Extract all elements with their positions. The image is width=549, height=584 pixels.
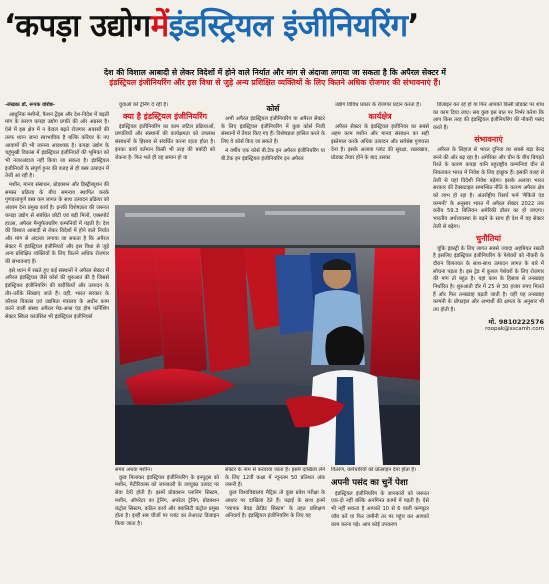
col3-subhead: कोर्स [266, 104, 280, 113]
column-3 [221, 102, 325, 204]
caption-mid [225, 467, 325, 580]
column-1 [5, 102, 109, 580]
col2-subhead: क्या है इंडस्ट्रियल इंजीनियरिंग [122, 111, 208, 121]
col2-paragraph: इंडस्ट्रियल इंजीनियरिंग का काम जटिल प्रक्रियाओं, प्रणालियों और संस्थानों की कार्यक्षमता को उपलब्ध संसाधनों के हिसाब से संवर्धित करना रहता होता है। इनका कार्य वर्तमान किसी भी तरह की बर्बादी को रोकना है- फिर भले ही वह समान हो या [115, 123, 215, 161]
col1-paragraph: इसे ध्यान में रखते हुए कई संस्थानों ने अपैरल सेक्टर में अपैरल इंडस्ट्रियल जैसे कोर्स की शुरुआत की है जिससे इंडस्ट्रियल इंजीनियरिंग की बारीकियों और उत्पादन के तौर-तरीके सिखाए जाते हैं। वहीं, भारत सरकार के कौशल विकास एवं उद्यमिता मंत्रालय के अधीन काम करने वाली संस्था अपैरल मेड-अप्स एंड होम फर्निशिंग सेक्टर स्किल काउंसिल भी इंडस्ट्रियल इंजीनियर्स [5, 267, 109, 320]
col1-paragraph: मशीन, मानव संसाधन, प्रोडक्शन और डिस्ट्रीब्यूशन की समस्त प्रक्रिया के बीच समन्वय स्थापित करके गुणवत्तापूर्ण वस्त्र कम लागत के साथ उत्पादन प्रक्रिया को अंजाम देना प्रमुख कार्य है। इनकी विशेषज्ञता की जरूरत कपड़ा उद्योग से संबंधित छोटी एवं बड़ी मिलों, एक्सपोर्ट हाउस, अपैरल मैन्युफैक्चरिंग कम्पनियों में पड़ती है। देश की विशाल आबादी से लेकर विदेशों में होने वाले निर्यात और मांग से अंदाजा लगाया जा सकता है कि अपैरल सेक्टर में इंडस्ट्रियल इंजीनियरों और इस विधा से जुड़े अन्य प्रशिक्षित व्यक्तियों के लिए कितने अधिक रोजगार की संभावनाएं हैं। [5, 182, 109, 266]
col3-paragraph: 4 वर्षीय एक कोर्स बी.टैक इन अपैरल इंजीनियरिंग या बी.टैक इन इंडस्ट्रियल इंजीनियरिंग इन अपैरल [221, 147, 325, 162]
column-2 [115, 102, 215, 204]
col5-paragraph: अपैरल के लिहाज से भारत दुनिया का सबसे बड़ा केन्द्र बनने की ओर बढ़ रहा है। अमेरिका और चीन के बीच बिगड़ते रिश्ते के कारण कपड़ा यानि बहुराष्ट्रीय कम्पनियां चीन से निकलकर भारत में निवेश के लिए इच्छुक हैं। इसकी वजह से तेजी से यहां विदेशी निवेश बढ़ेगा। इसके अलावा भारत सरकार की टैक्सटाइल सम्बन्धित नीति के कारण अपैरल क्षेत्र को लाभ हो रहा है। अंतर्राष्ट्रीय रिसर्च फर्म 'मैकिंजे एंड कम्पनी' के अनुसार भारत में अपैरल सेक्टर 2022 तक करीब 59.3 बिलियन अमेरिकी डॉलर का हो जाएगा। भारतीय अर्थव्यवस्था के बढ़ने के साथ ही देश में यह सेक्टर तेजी से बढ़ेगा। [433, 146, 544, 230]
caption-left-body: कुछ मिलाकर इंडस्ट्रियल इंजीनियरिंग के इनपुट्स को मशीन, मैटीरियल्स को जानकारी के उपयुक्त उत्पाद पर सेवा देनी होती है। इसमें प्रोडक्शन प्लानिंग सिस्टम, मशीन, ऑपरेटर का ट्रेनिंग, अपरेटर ट्रेनिंग, प्रोडक्शन कंट्रोल सिस्टम, कठिन कार्य और क्वालिटी कंट्रोल प्रमुख होता है। इन्हीं सब चीजों पर प्लांट का लेआउट डिजाइन किया जाता है। [115, 474, 219, 527]
headline-part-2: में [150, 8, 169, 44]
col2-top-text: युवाओं को ट्रेनिंग दे रही है। [119, 102, 169, 108]
headline-part-4: ’ [407, 8, 419, 44]
intro-line-2: इंडस्ट्रियल इंजीनियरिंग और इस विधा से जुड़े अन्य प्रशिक्षित व्यक्तियों के लिए कितने अधिक रोजगार की संभावनाएं हैं। [109, 77, 441, 87]
intro [8, 68, 542, 94]
col4-top-text: उद्योग विविध प्रकार के रोजगार प्रदान करता है। [335, 102, 421, 108]
col5-paragraph: डिजाइन कर रहे हों या फिर आपको किसी प्रोडक्ट पर शोध का काम दिया जाए। सब कुछ इस बात पर निर्भर करेगा कि आप किस तरह की इंडस्ट्रियल इंजीनियरिंग की नौकरी पसंद करते हैं। [433, 102, 544, 132]
byline: -लेखकः डॉ. रूपक वशिष्ठ- [5, 102, 55, 108]
caption-mid-line: सेक्टर के नाम से करवाया जाता है। इसमें दाखिला लेने के लिए 12वीं कक्षा में न्यूनतम 50 प्रतिशत अंक जरूरी हैं। [225, 467, 325, 489]
caption-right-body: इंडस्ट्रियल इंजीनियरिंग के जानकारों को जरूरत एक-दो नहीं बल्कि अनगिनत कामों में पड़ती है। ऐसे भी नहीं सकता है आपको 10 से 6 वाली कम्प्यूटर जॉब करें या फिर जमीनी तर पर पहुंच कर आपको काम करना पड़े। आप कोई उपकरण [331, 490, 429, 528]
caption-right [331, 467, 429, 580]
contact-phone: मो. 9810222576 [488, 317, 544, 326]
col1-paragraph: आधुनिक मशीनों, फैशन ट्रेंड्स और देश-विदेश में बढ़ती मांग के कारण कपड़ा उद्योग प्रगति की ओर अग्रसर है। ऐसे में इस क्षेत्र में न केवल बढ़ते रोजगार अवसरों की तरफ ध्यान जाना स्वाभाविक है बल्कि करियर के नए आयामों की भी जानना आवश्यक है। कपड़ा उद्योग के चहुंमुखी विकास में इंडस्ट्रियल इंजीनियरों की भूमिका को भी नजरअंदाज नहीं किया जा सकता है। इंडस्ट्रियल इंजीनियरों के संपूर्ण हुनर की वजह से ही बस्त्र उत्पादन में तेजी आ रही है। [5, 111, 109, 180]
textile-factory-photo [115, 205, 420, 465]
caption-left [115, 467, 219, 580]
column-4 [331, 102, 429, 204]
col4-paragraph: अपैरल सेक्टर के इंडस्ट्रियल इंजीनियर का सबसे अहम काम मशीन और मानव संसाधन का सही इस्तेमाल करके अधिक उत्पादन और सर्वश्रेष्ठ गुणवत्ता देना है। इसके अलावा प्लांट की सुरक्षा, रखरखाव, प्रोडक्ट तैयार होने के बाद उसका [331, 123, 429, 161]
col4-subhead: कार्यक्षेत्र [368, 111, 392, 121]
photo-illustration [115, 205, 420, 465]
intro-line-1: देश की विशाल आबादी से लेकर विदेशों में होने वाले निर्यात और मांग से अंदाजा लगाया जा सकता है कि अपैरल सेक्टर में [104, 68, 446, 77]
caption-left-line: समय अथवा मशीन। [115, 467, 152, 473]
contact-email: roopak@sscamh.com [485, 325, 544, 332]
headline-part-1: ‘कपड़ा उद्योग [4, 8, 151, 44]
col5-subhead: संभावनाएं [474, 134, 503, 144]
headline [4, 4, 545, 56]
col5-subhead-2: चुनौतियां [476, 233, 501, 243]
caption-mid-body: कुछ विश्वविद्यालय मैट्रिक तो कुछ प्रवेश परीक्षा के आधार पर दाखिला देते हैं। पढ़ाई के साथ इनमें 'ब्यापक बेवड़ क्रेडिट सिस्टम' के तहत प्रशिक्षण अनिवार्य है। इंडस्ट्रियल इंजीनियरिंग के लिए यह [225, 490, 325, 520]
col3-paragraph: अभी अपैरल इंडस्ट्रियल इंजीनियरिंग या अपैरल सेक्टर के लिए इंडस्ट्रियल इंजीनियरिंग में कुछ कोर्स निजी संस्थानों में तैयार किए गए हैं। विशेषज्ञता हासिल करने के लिए ये कोर्स किए जा सकते हैं। [221, 116, 325, 146]
col5-paragraph: चूंकि इंडस्ट्री के लिए लागत सबसे ज्यादा अहमियत रखती है इसलिए इंडस्ट्रियल इंजीनियरिंग के पेशेवरों को नौकरी के दौरान किफायत के साथ-साथ उत्पादन लागत के बारे में सोचना पड़ता है। इस ट्रेड में कुशल पेशेवरों के लिए रोजगार की मांग तो बहुत है। यहां काम के हिसाब से तनख्वाह निर्धारित है। शुरुआती दौर में 25 से 30 हजार रुपए मिलते हैं और फिर तनख्वाह बढ़ती जाती है। वहीं यह तनख्वाह कम्पनी के प्रोफाइल और अभ्यर्थी की क्षमता के अनुसार भी तय होती है। [433, 245, 544, 314]
headline-part-3: इंडस्ट्रियल इंजीनियरिंग [168, 8, 408, 44]
caption-right-line: वितरण, कर्मचारियों को प्रोत्साहन देना होता है। [331, 467, 417, 473]
column-5 [433, 102, 544, 582]
caption-right-subhead: अपनी पसंद का चुनें पेशा [331, 477, 408, 488]
